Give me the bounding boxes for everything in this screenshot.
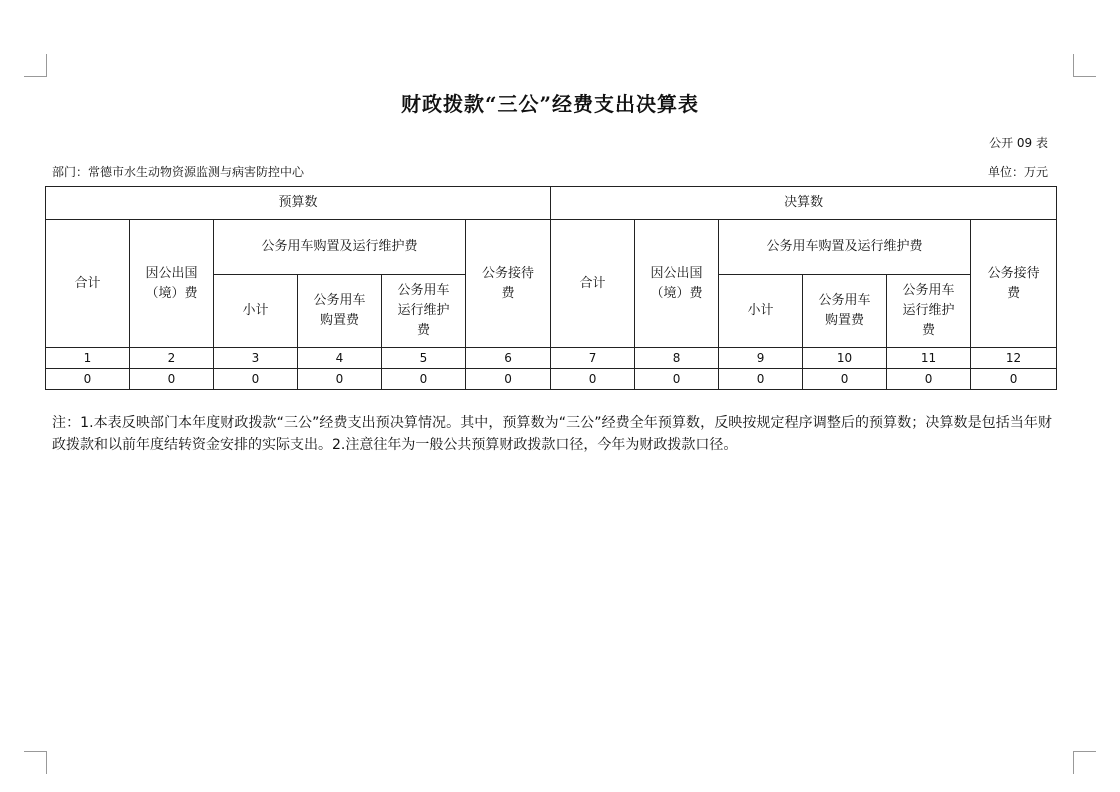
crop-mark-bottom-right [1073, 751, 1096, 774]
value-row [46, 369, 1057, 390]
value-cell: 0 [551, 369, 635, 390]
crop-mark-top-right [1073, 54, 1096, 77]
column-number: 12 [971, 348, 1057, 369]
budget-group-header: 预算数 [46, 187, 551, 220]
budget-total-header: 合计 [46, 220, 130, 348]
value-cell: 0 [130, 369, 214, 390]
budget-purchase-header: 公务用车 购置费 [298, 275, 382, 348]
column-number: 11 [887, 348, 971, 369]
final-vehicle-group-header: 公务用车购置及运行维护费 [719, 220, 971, 275]
final-subtotal-header: 小计 [719, 275, 803, 348]
final-total-header: 合计 [551, 220, 635, 348]
value-cell: 0 [382, 369, 466, 390]
column-number: 8 [635, 348, 719, 369]
crop-mark-top-left [24, 54, 47, 77]
column-number-row [46, 348, 1057, 369]
table-code: 公开 09 表 [989, 136, 1048, 150]
budget-abroad-header: 因公出国 （境）费 [130, 220, 214, 348]
unit-label: 单位：万元 [987, 165, 1048, 179]
expense-table [45, 186, 1057, 390]
footnote: 注：1.本表反映部门本年度财政拨款“三公”经费支出预决算情况。其中，预算数为“三公”经费全年预算数，反映按规定程序调整后的预算数；决算数是包括当年财政拨款和以前年度结转资金安排的实际支出。2.注意往年为一般公共预算财政拨款口径，今年为财政拨款口径。 [52, 415, 1052, 453]
header-row [46, 220, 1057, 275]
department-label: 部门：常德市水生动物资源监测与病害防控中心 [52, 165, 305, 179]
budget-subtotal-header: 小计 [214, 275, 298, 348]
column-number: 10 [803, 348, 887, 369]
page-title: 财政拨款“三公”经费支出决算表 [400, 92, 699, 116]
column-number: 3 [214, 348, 298, 369]
final-purchase-header: 公务用车 购置费 [803, 275, 887, 348]
final-operation-header: 公务用车 运行维护 费 [887, 275, 971, 348]
value-cell: 0 [635, 369, 719, 390]
group-header-row [46, 187, 1057, 220]
value-cell: 0 [298, 369, 382, 390]
column-number: 1 [46, 348, 130, 369]
value-cell: 0 [887, 369, 971, 390]
column-number: 7 [551, 348, 635, 369]
crop-mark-bottom-left [24, 751, 47, 774]
value-cell: 0 [803, 369, 887, 390]
budget-reception-header: 公务接待 费 [466, 220, 551, 348]
value-cell: 0 [971, 369, 1057, 390]
final-abroad-header: 因公出国 （境）费 [635, 220, 719, 348]
column-number: 4 [298, 348, 382, 369]
column-number: 2 [130, 348, 214, 369]
final-group-header: 决算数 [551, 187, 1057, 220]
budget-operation-header: 公务用车 运行维护 费 [382, 275, 466, 348]
final-reception-header: 公务接待 费 [971, 220, 1057, 348]
column-number: 9 [719, 348, 803, 369]
value-cell: 0 [46, 369, 130, 390]
value-cell: 0 [214, 369, 298, 390]
column-number: 6 [466, 348, 551, 369]
column-number: 5 [382, 348, 466, 369]
budget-vehicle-group-header: 公务用车购置及运行维护费 [214, 220, 466, 275]
value-cell: 0 [719, 369, 803, 390]
value-cell: 0 [466, 369, 551, 390]
